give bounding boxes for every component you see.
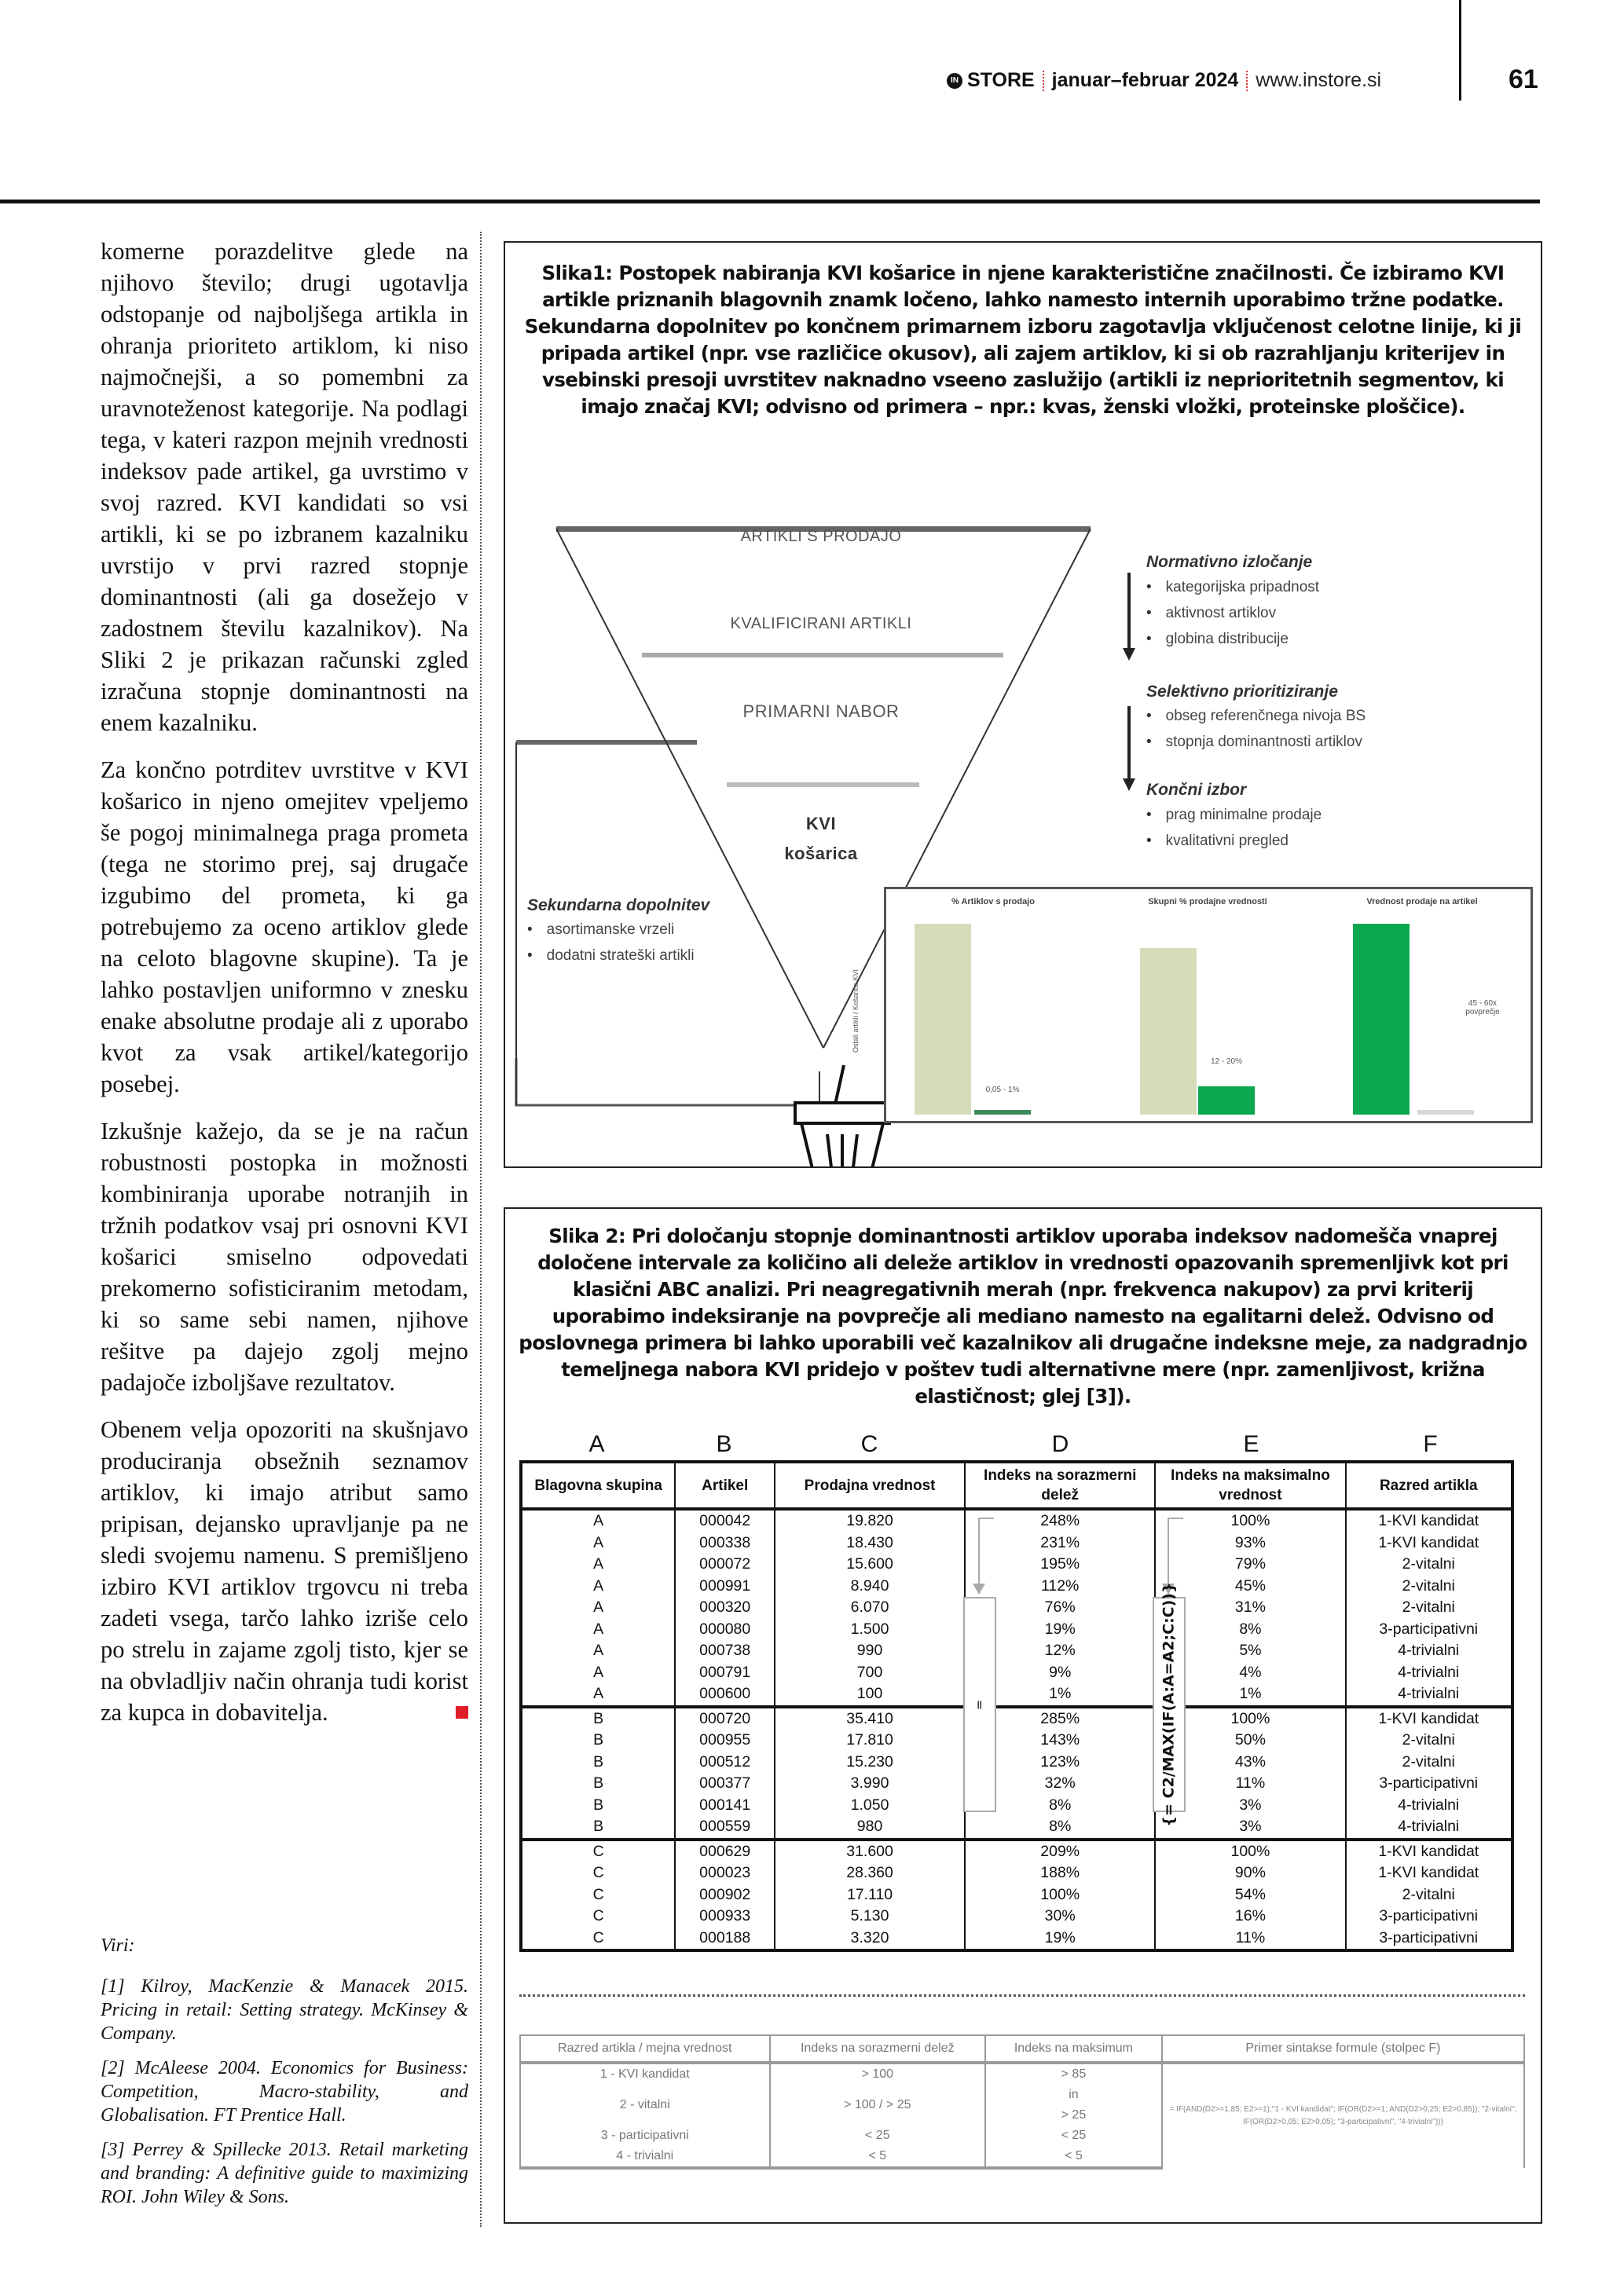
issue-date: januar–februar 2024 [1051, 69, 1239, 91]
table-cell: 2-vitalni [1346, 1752, 1512, 1774]
table-cell: 1-KVI kandidat [1346, 1862, 1512, 1884]
step-item: • stopnja dominantnosti artiklov [1146, 729, 1366, 755]
table-cell: 100 [775, 1683, 965, 1707]
article-body [101, 236, 468, 1744]
table-row [521, 1752, 1512, 1774]
funnel-level-label: ARTIKLI S PRODAJO [740, 528, 902, 545]
chart-panel-title: % Artiklov s prodajo [951, 897, 1035, 906]
table-cell: 32% [965, 1773, 1155, 1795]
header-rule [0, 200, 1540, 203]
table-cell: 3% [1155, 1816, 1345, 1840]
chart-y-axis-label: Ostali artikli / Košarica KVI [852, 969, 860, 1053]
table-cell: A [521, 1662, 675, 1684]
table-cell: 000320 [675, 1597, 775, 1619]
table-cell: 285% [965, 1707, 1155, 1730]
table-cell: B [521, 1752, 675, 1774]
separator [1246, 71, 1248, 91]
table-cell: 990 [775, 1640, 965, 1662]
table-cell: 000188 [675, 1928, 775, 1951]
table-cell: 000042 [675, 1509, 775, 1532]
step-item: • prag minimalne prodaje [1146, 802, 1322, 828]
table-cell: 4-trivialni [1346, 1683, 1512, 1707]
table-row [520, 2063, 1524, 2085]
table-cell: C [521, 1840, 675, 1863]
brand-mark-icon: IN [947, 73, 962, 89]
step-item: • kvalitativni pregled [1146, 828, 1322, 854]
column-letter: E [1243, 1431, 1259, 1457]
table-cell: 248% [965, 1509, 1155, 1532]
table-cell: 35.410 [775, 1707, 965, 1730]
chart-bar [1198, 1086, 1255, 1115]
table-cell: 18.430 [775, 1532, 965, 1554]
table-cell: 231% [965, 1532, 1155, 1554]
table-cell: 100% [1155, 1509, 1345, 1532]
table-cell: 19% [965, 1928, 1155, 1951]
table-cell: 4 - trivialni [520, 2146, 770, 2168]
table-row [521, 1730, 1512, 1752]
formula-d: = [972, 1699, 988, 1710]
funnel-level-label: košarica [784, 844, 858, 863]
chart-panel-title: Skupni % prodajne vrednosti [1148, 897, 1267, 906]
chart-bar-label: 12 - 20% [1210, 1057, 1243, 1066]
table-cell: < 5 [985, 2146, 1162, 2168]
table-cell: 195% [965, 1554, 1155, 1576]
table-cell: 31.600 [775, 1840, 965, 1863]
step-item: • kategorijska pripadnost [1146, 574, 1319, 600]
dotted-divider [519, 1994, 1525, 1997]
chart-panel [886, 889, 1101, 1121]
chart-bar-label: 45 - 60x povprečje [1465, 999, 1500, 1016]
funnel-level-label: KVALIFICIRANI ARTIKLI [730, 615, 912, 632]
column-header: Indeks na sorazmerni delež [965, 1462, 1155, 1509]
table-row [521, 1928, 1512, 1951]
table-cell: 700 [775, 1662, 965, 1684]
figure-2 [504, 1207, 1542, 2224]
table-cell: A [521, 1509, 675, 1532]
chart-panel [1101, 889, 1315, 1121]
column-header: Artikel [675, 1462, 775, 1509]
table-cell: 3% [1155, 1795, 1345, 1817]
table-cell: 2-vitalni [1346, 1554, 1512, 1576]
table-header-row [520, 2035, 1524, 2063]
table-row [521, 1840, 1512, 1863]
table-cell: A [521, 1640, 675, 1662]
source-item: [2] McAleese 2004. Economics for Business: Competition, Macro-stability, and Globalisation. FT Prentice Hall. [101, 2058, 468, 2126]
table-cell: 4-trivialni [1346, 1662, 1512, 1684]
threshold-table [519, 2034, 1525, 2170]
table-cell: 1% [965, 1683, 1155, 1707]
table-cell: 1-KVI kandidat [1346, 1840, 1512, 1863]
table-cell: 000023 [675, 1862, 775, 1884]
table-cell: 1.500 [775, 1619, 965, 1641]
table-cell: 4-trivialni [1346, 1795, 1512, 1817]
kvi-bar-chart [852, 887, 1533, 1123]
figure-1 [504, 241, 1542, 1168]
table-cell: B [521, 1707, 675, 1730]
table-cell: 000720 [675, 1707, 775, 1730]
table-cell: 43% [1155, 1752, 1345, 1774]
table-cell: 4% [1155, 1662, 1345, 1684]
chart-bar [915, 924, 971, 1115]
table-row [521, 1619, 1512, 1641]
formula-box-d [963, 1597, 996, 1812]
chart-bar [974, 1110, 1031, 1115]
table-row [521, 1597, 1512, 1619]
table-cell: 000559 [675, 1816, 775, 1840]
table-row [521, 1662, 1512, 1684]
step-item: • obseg referenčnega nivoja BS [1146, 703, 1366, 729]
spreadsheet-column-letters [519, 1431, 1514, 1458]
table-cell: 100% [1155, 1707, 1345, 1730]
table-row [521, 1683, 1512, 1707]
formula-example: = IF(AND(D2>=1,85; E2>=1);"1 - KVI kandidat"; IF(OR(D2>=1; AND(D2>0,25; E2>0,85)); "2-vitalni"; IF(OR(D2>0,05; E2>0,05); "3-participativni"; "4-trivialni"))) [1162, 2063, 1524, 2168]
publication-meta [947, 69, 1381, 92]
table-cell: 4-trivialni [1346, 1816, 1512, 1840]
table-cell: 000072 [675, 1554, 775, 1576]
formula-connector [978, 1518, 994, 1587]
table-cell: B [521, 1730, 675, 1752]
formula-e: {= C2/MAX(IF(A:A=A2;C:C))} [1160, 1582, 1178, 1827]
table-cell: 1-KVI kandidat [1346, 1509, 1512, 1532]
table-cell: 15.600 [775, 1554, 965, 1576]
figure-2-caption: Slika 2: Pri določanju stopnje dominantnosti artiklov uporaba indeksov nadomešča vnaprej določene intervale za količino ali deleže artiklov in vrednosti opazovanih spremenljivk kot pri klasični ABC analizi. Pri neagregativnih merah (npr. frekvenca nakupov) za prvi kriterij uporabimo indeksiranje na povprečje ali mediano namesto na egalitarni delež. Odvisno od poslovnega primera bi lahko uporabili več kazalnikov ali drugačne indeksne meje, za nadgradnjo temeljnega nabora KVI pridejo v poštev tudi alternativne mere (npr. zamenljivost, križna elastičnost; glej [3]). [519, 1225, 1527, 1408]
table-cell: 100% [1155, 1840, 1345, 1863]
step-list [1146, 574, 1319, 652]
table-cell: 12% [965, 1640, 1155, 1662]
table-cell: A [521, 1619, 675, 1641]
table-cell: 000991 [675, 1576, 775, 1598]
website-link[interactable]: www.instore.si [1256, 69, 1382, 91]
header-divider [1459, 0, 1461, 101]
chart-bar [1417, 1110, 1474, 1115]
table-row [521, 1576, 1512, 1598]
table-cell: > 100 [770, 2063, 986, 2085]
column-letter: F [1423, 1431, 1438, 1457]
brand-name: STORE [967, 69, 1035, 91]
column-header: Primer sintakse formule (stolpec F) [1162, 2035, 1524, 2063]
table-cell: 11% [1155, 1928, 1345, 1951]
step-title: Končni izbor [1146, 781, 1247, 799]
step-item: • globina distribucije [1146, 626, 1319, 652]
table-cell: 000600 [675, 1683, 775, 1707]
end-of-article-icon [456, 1706, 468, 1719]
table-cell: A [521, 1683, 675, 1707]
table-cell: 112% [965, 1576, 1155, 1598]
table-cell: < 25 [985, 2126, 1162, 2146]
table-cell: 1.050 [775, 1795, 965, 1817]
table-cell: 15.230 [775, 1752, 965, 1774]
table-cell: 1-KVI kandidat [1346, 1707, 1512, 1730]
table-cell: 31% [1155, 1597, 1345, 1619]
table-cell: 000933 [675, 1906, 775, 1928]
table-cell: 93% [1155, 1532, 1345, 1554]
chart-bar-label: 0,05 - 1% [985, 1086, 1020, 1094]
table-cell: 8% [1155, 1619, 1345, 1641]
table-cell: 5.130 [775, 1906, 965, 1928]
table-cell: 2-vitalni [1346, 1597, 1512, 1619]
table-row [521, 1532, 1512, 1554]
table-cell: 000955 [675, 1730, 775, 1752]
table-cell: 50% [1155, 1730, 1345, 1752]
table-cell: 45% [1155, 1576, 1345, 1598]
formula-connector [1168, 1518, 1183, 1587]
table-cell: 2 - vitalni [520, 2085, 770, 2126]
table-cell: > 100 / > 25 [770, 2085, 986, 2126]
brand-logo [947, 69, 1035, 92]
article-paragraph: Za končno potrditev uvrstitve v KVI košarico in njeno omejitev vpeljemo še pogoj minimalnega praga prometa (tega ne storimo prej, saj drugače izgubimo del prometa, ki ga potrebujemo za oceno artiklov glede na celoto blagovne skupine). Ta je lahko postavljen uniformno v znesku enake absolutne prodaje ali z uporabo kvot za vsak artikel/kategorijo posebej. [101, 756, 468, 1097]
column-header: Indeks na maksimum [985, 2035, 1162, 2063]
article-paragraph: Izkušnje kažejo, da se je na račun robustnosti postopka in možnosti kombiniranja uporabe notranjih in tržnih podatkov vsaj pri osnovni KVI košarici smiselno odpovedati prekomerno sofisticiranim metodam, ki so same sebi namen, njihove rešitve pa dajejo zgolj mejno padajoče izboljšave rezultatov. [101, 1118, 468, 1396]
table-cell: 1 - KVI kandidat [520, 2063, 770, 2085]
table-cell: 8% [965, 1795, 1155, 1817]
article-paragraph-text: Obenem velja opozoriti na skušnjavo produciranja obsežnih seznamov artiklov, ki imajo atribut samo pripisan, dejansko upravljanje pa ne sledi svojemu namenu. S premišljeno izbiro KVI artiklov trgovcu ni treba zadeti vsega, tarčo lahko izriše celo po strelu in zajame zgolj tisto, kjer se na obvladljiv način ohranja tudi korist za kupca in dobavitelja. [101, 1416, 468, 1726]
source-item: [1] Kilroy, MacKenzie & Manacek 2015. Pricing in retail: Setting strategy. McKinsey & Company. [101, 1976, 468, 2044]
table-cell: 100% [965, 1884, 1155, 1906]
table-row [521, 1773, 1512, 1795]
table-cell: 000141 [675, 1795, 775, 1817]
step-list [1146, 802, 1322, 854]
kvi-funnel-diagram [505, 243, 1541, 1166]
column-letter: A [588, 1431, 605, 1457]
separator [1043, 71, 1044, 91]
table-cell: 000629 [675, 1840, 775, 1863]
table-header-row [521, 1462, 1512, 1509]
table-cell: in [985, 2085, 1162, 2105]
chart-panel-title: Vrednost prodaje na artikel [1366, 897, 1478, 906]
table-cell: 3-participativni [1346, 1928, 1512, 1951]
table-cell: 76% [965, 1597, 1155, 1619]
table-cell: 11% [1155, 1773, 1345, 1795]
table-cell: 1-KVI kandidat [1346, 1532, 1512, 1554]
table-cell: 30% [965, 1906, 1155, 1928]
table-cell: 000080 [675, 1619, 775, 1641]
funnel-level-label: PRIMARNI NABOR [742, 701, 900, 721]
chart-panel [1315, 889, 1530, 1121]
table-cell: C [521, 1884, 675, 1906]
table-cell: A [521, 1597, 675, 1619]
formula-box-e [1153, 1582, 1186, 1827]
table-cell: 19% [965, 1619, 1155, 1641]
secondary-title: Sekundarna dopolnitev [527, 896, 710, 914]
column-letter: D [1051, 1431, 1069, 1457]
secondary-item: • asortimanske vrzeli [527, 917, 695, 943]
table-cell: 17.110 [775, 1884, 965, 1906]
table-cell: 3.990 [775, 1773, 965, 1795]
table-cell: 1% [1155, 1683, 1345, 1707]
table-row [521, 1862, 1512, 1884]
funnel-level-label: KVI [805, 814, 837, 833]
page-number: 61 [1509, 64, 1538, 94]
step-item: • aktivnost artiklov [1146, 600, 1319, 626]
table-row [521, 1640, 1512, 1662]
column-header: Razred artikla / mejna vrednost [520, 2035, 770, 2063]
table-cell: 2-vitalni [1346, 1884, 1512, 1906]
column-header: Indeks na maksimalno vrednost [1155, 1462, 1345, 1509]
table-row [521, 1816, 1512, 1840]
source-item: [3] Perrey & Spillecke 2013. Retail marketing and branding: A definitive guide to maximizing ROI. John Wiley & Sons. [101, 2140, 468, 2207]
article-paragraph [101, 1414, 468, 1728]
arrow-down-icon [973, 1584, 985, 1595]
column-header: Razred artikla [1346, 1462, 1512, 1509]
table-cell: 3.320 [775, 1928, 965, 1951]
table-cell: 6.070 [775, 1597, 965, 1619]
table-cell: B [521, 1816, 675, 1840]
table-cell: 8.940 [775, 1576, 965, 1598]
table-cell: 8% [965, 1816, 1155, 1840]
table-cell: 000738 [675, 1640, 775, 1662]
table-row [521, 1884, 1512, 1906]
table-cell: 3 - participativni [520, 2126, 770, 2146]
column-header: Prodajna vrednost [775, 1462, 965, 1509]
table-cell: 000377 [675, 1773, 775, 1795]
table-cell: 5% [1155, 1640, 1345, 1662]
column-letter: C [860, 1431, 878, 1457]
table-cell: 3-participativni [1346, 1619, 1512, 1641]
table-cell: A [521, 1532, 675, 1554]
table-cell: 3-participativni [1346, 1773, 1512, 1795]
table-cell: B [521, 1773, 675, 1795]
table-row [521, 1509, 1512, 1532]
table-cell: 79% [1155, 1554, 1345, 1576]
table-cell: 54% [1155, 1884, 1345, 1906]
table-cell: C [521, 1906, 675, 1928]
table-cell: 17.810 [775, 1730, 965, 1752]
table-row [521, 1906, 1512, 1928]
table-cell: 19.820 [775, 1509, 965, 1532]
table-cell: B [521, 1795, 675, 1817]
table-cell: 4-trivialni [1346, 1640, 1512, 1662]
table-cell: 143% [965, 1730, 1155, 1752]
table-cell: 2-vitalni [1346, 1576, 1512, 1598]
table-cell: 16% [1155, 1906, 1345, 1928]
table-cell: A [521, 1554, 675, 1576]
column-letter: B [716, 1431, 732, 1457]
table-cell: 123% [965, 1752, 1155, 1774]
step-title: Selektivno prioritiziranje [1146, 683, 1338, 701]
table-cell: 000902 [675, 1884, 775, 1906]
table-cell: C [521, 1928, 675, 1951]
table-row [521, 1554, 1512, 1576]
table-cell: 209% [965, 1840, 1155, 1863]
table-cell: > 85 [985, 2063, 1162, 2085]
secondary-list [527, 917, 695, 969]
table-row [521, 1795, 1512, 1817]
table-cell: > 25 [985, 2105, 1162, 2126]
figure-1-caption: Slika1: Postopek nabiranja KVI košarice in njene karakteristične značilnosti. Če izbiramo KVI artikle priznanih blagovnih znamk ločeno, lahko namesto internih uporabimo tržne podatke. Sekundarna dopolnitev po končnem primarnem izboru zagotavlja vključenost celotne linije, ki ji pripada artikel (npr. vse različice okusov), ali zajem artiklov, ki si ob razrahljanju kriterijev in vsebinski presoji uvrstitev naknadno vseeno zaslužijo (artikli iz neprioritetnih segmentov, ki imajo značaj KVI; odvisno od primera – npr.: kvas, ženski vložki, proteinske ploščice). [524, 262, 1522, 418]
page-header [0, 0, 1624, 110]
column-divider [480, 232, 482, 2227]
dominance-table [519, 1460, 1514, 1952]
column-header: Blagovna skupina [521, 1462, 675, 1509]
table-cell: 28.360 [775, 1862, 965, 1884]
table-cell: A [521, 1576, 675, 1598]
table-cell: 000791 [675, 1662, 775, 1684]
column-header: Indeks na sorazmerni delež [770, 2035, 986, 2063]
table-row [521, 1707, 1512, 1730]
table-cell: 3-participativni [1346, 1906, 1512, 1928]
sources-label: Viri: [101, 1935, 135, 1956]
table-cell: 90% [1155, 1862, 1345, 1884]
table-cell: C [521, 1862, 675, 1884]
sources [101, 1934, 468, 2220]
table-cell: 980 [775, 1816, 965, 1840]
table-cell: < 25 [770, 2126, 986, 2146]
table-cell: < 5 [770, 2146, 986, 2168]
table-cell: 9% [965, 1662, 1155, 1684]
secondary-item: • dodatni strateški artikli [527, 943, 695, 969]
step-list [1146, 703, 1366, 755]
step-title: Normativno izločanje [1146, 553, 1313, 571]
chart-bar [1140, 948, 1197, 1115]
chart-bar [1353, 924, 1410, 1115]
table-cell: 000512 [675, 1752, 775, 1774]
table-cell: 000338 [675, 1532, 775, 1554]
table-cell: 188% [965, 1862, 1155, 1884]
table-cell: 2-vitalni [1346, 1730, 1512, 1752]
article-paragraph: komerne porazdelitve glede na njihovo število; drugi ugotavlja odstopanje od najboljšega artikla in ohranja prioriteto artiklom, ki niso najmočnejši, a so pomembni za uravnoteženost kategorije. Na podlagi tega, v kateri razpon mejnih vrednosti indeksov pade artikel, ga uvrstimo v svoj razred. KVI kandidati so vsi artikli, ki se po izbranem kazalniku uvrstijo v prvi razred stopnje dominantnosti (ali ga dosežejo v zadostnem številu kazalnikov). Na Sliki 2 je prikazan računski zgled izračuna stopnje dominantnosti na enem kazalniku. [101, 238, 468, 736]
